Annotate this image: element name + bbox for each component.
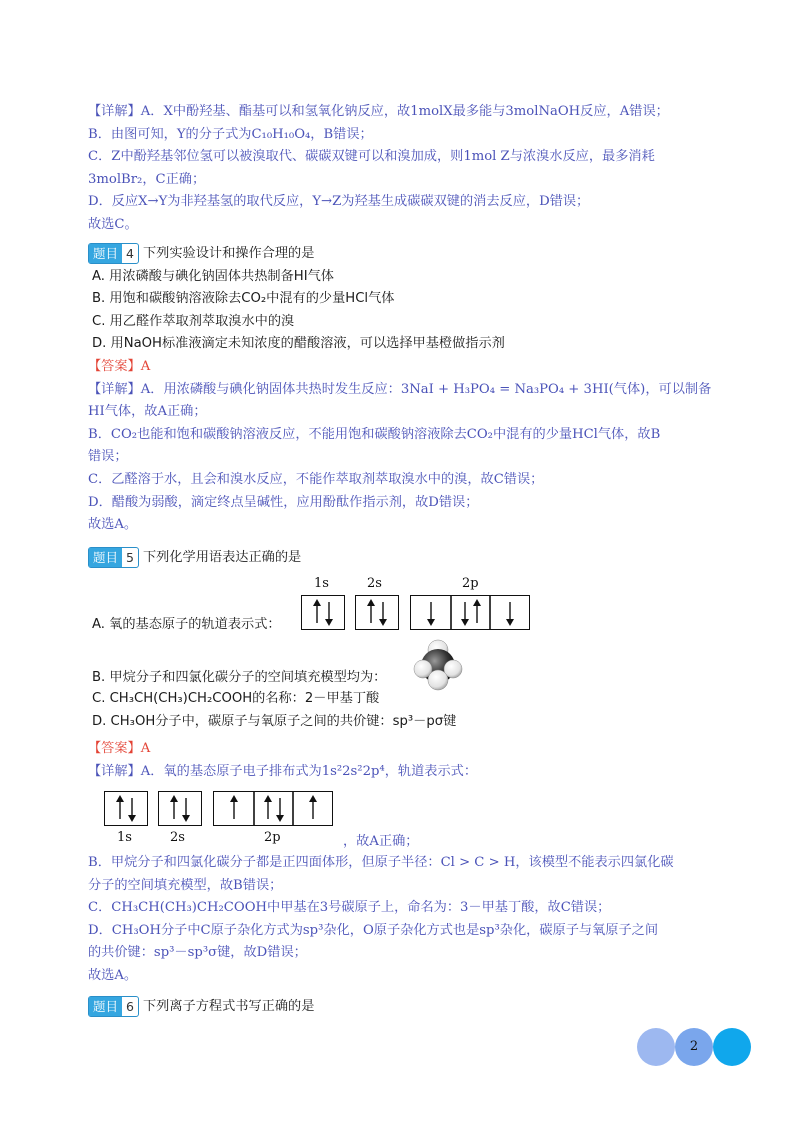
q5-answer: 【答案】A [88, 741, 151, 756]
q5-option-a: A. 氧的基态原子的轨道表示式： [92, 617, 281, 632]
q4-explanation-line-7: 故选A。 [88, 517, 138, 533]
q4-explanation-line-6: D．醋酸为弱酸，滴定终点呈碱性，应用酚酞作指示剂，故D错误； [88, 494, 479, 510]
q5-expl-orbital-label-1s: 1s [117, 830, 132, 845]
q6-badge-label: 题目 [89, 997, 122, 1016]
q5-stem: 下列化学用语表达正确的是 [142, 550, 302, 565]
q3-explanation-line-1: 【详解】A．X中酚羟基、酯基可以和氢氧化钠反应，故1molX最多能与3molNaOH反应，A错误； [88, 104, 669, 119]
q5-explanation-rest [88, 852, 728, 988]
q4-stem: 下列实验设计和操作合理的是 [142, 246, 315, 261]
updown-arrows-icon [356, 596, 398, 629]
page-number: 2 [689, 1039, 699, 1054]
q5-answer-block [88, 738, 728, 783]
q3-explanation-line-3: C．Z中酚羟基邻位氢可以被溴取代、碳碳双键可以和溴加成，则1mol Z与浓溴水反应，最多消耗 [88, 149, 655, 165]
q5-explanation-line-8: 故选A。 [88, 967, 138, 983]
q5-expl-orbital-box-1s [104, 791, 148, 826]
q5-orbital-label-1s: 1s [314, 576, 329, 591]
q6-stem: 下列离子方程式书写正确的是 [142, 999, 315, 1014]
q4-badge [88, 243, 139, 264]
q4-explanation-line-3: B．CO₂也能和饱和碳酸钠溶液反应，不能用饱和碳酸钠溶液除去CO₂中混有的少量HCl气体，故B [88, 426, 661, 442]
q4-option-b: B. 用饱和碳酸钠溶液除去CO₂中混有的少量HCl气体 [92, 291, 395, 307]
space-filling-model-icon [410, 637, 466, 693]
q5-orbital-label-2s: 2s [367, 576, 382, 591]
q4-explanation-line-2: HI气体，故A正确； [88, 404, 207, 420]
q6-badge-number: 6 [126, 999, 134, 1014]
2p-arrows-icon [214, 792, 332, 825]
q5-options-cd [92, 688, 732, 733]
q5-expl-orbital-label-2p: 2p [264, 830, 281, 845]
footer-circle-right [713, 1028, 751, 1066]
2p-arrows-icon [411, 596, 529, 629]
q4-explanation-line-4: 错误； [88, 449, 128, 465]
q5-badge [88, 547, 139, 568]
updown-arrows-icon [105, 792, 147, 825]
q5-explanation-line-5: C．CH₃CH(CH₃)CH₂COOH中甲基在3号碳原子上，命名为：3－甲基丁酸，故C错误； [88, 900, 611, 916]
q5-explanation-tail: ，故A正确； [343, 834, 419, 849]
q4-badge-number: 4 [126, 246, 134, 261]
q6-badge [88, 996, 139, 1017]
q5-expl-orbital-label-2s: 2s [170, 830, 185, 845]
q5-header [88, 547, 728, 570]
q4-answer: 【答案】A [88, 358, 151, 374]
updown-arrows-icon [159, 792, 201, 825]
q3-explanation-line-4: 3molBr₂，C正确； [88, 171, 206, 187]
q5-option-c: C. CH₃CH(CH₃)CH₂COOH的名称：2－甲基丁酸 [92, 691, 380, 706]
q5-orbital-label-2p: 2p [462, 576, 479, 591]
q4-badge-label: 题目 [89, 244, 122, 263]
q5-expl-orbital-box-2p [213, 791, 333, 826]
question-4 [88, 243, 728, 537]
q5-expl-orbital-box-2s [158, 791, 202, 826]
q3-explanation-line-6: 故选C。 [88, 216, 138, 232]
q4-header [88, 243, 728, 266]
q4-option-c: C. 用乙醛作萃取剂萃取溴水中的溴 [92, 313, 295, 329]
q5-orbital-box-2s [355, 595, 399, 630]
q5-orbital-box-2p [410, 595, 530, 630]
footer-circle-left [637, 1028, 675, 1066]
q5-explanation-line-7: 的共价键：sp³－sp³σ键，故D错误； [88, 945, 307, 961]
q3-explanation-line-2: B．由图可知，Y的分子式为C₁₀H₁₀O₄，B错误； [88, 126, 373, 142]
q5-explanation-line-6: D．CH₃OH分子中C原子杂化方式为sp³杂化，O原子杂化方式也是sp³杂化，碳原子与氧原子之间 [88, 922, 659, 938]
q5-badge-number: 5 [126, 550, 134, 565]
q3-explanation-line-5: D．反应X→Y为非羟基氢的取代反应，Y→Z为羟基生成碳碳双键的消去反应，D错误； [88, 194, 590, 210]
q5-explanation-line-4: 分子的空间填充模型，故B错误； [88, 877, 283, 893]
q5-option-d: D. CH₃OH分子中，碳原子与氧原子之间的共价键：sp³－pσ键 [92, 713, 457, 729]
q5-badge-label: 题目 [89, 548, 122, 567]
q5-option-b: B. 甲烷分子和四氯化碳分子的空间填充模型均为： [92, 670, 387, 685]
q5-explanation-line-3: B．甲烷分子和四氯化碳分子都是正四面体形，但原子半径：Cl > C > H，该模型不能表示四氯化碳 [88, 855, 674, 870]
q4-option-d: D. 用NaOH标准液滴定未知浓度的醋酸溶液，可以选择甲基橙做指示剂 [92, 336, 505, 352]
q3-explanation [88, 101, 728, 237]
q4-option-a: A. 用浓磷酸与碘化钠固体共热制备HI气体 [92, 268, 334, 284]
q4-explanation-line-5: C．乙醛溶于水，且会和溴水反应，不能作萃取剂萃取溴水中的溴，故C错误； [88, 471, 544, 487]
q5-orbital-box-1s [301, 595, 345, 630]
q4-explanation-line-1: 【详解】A．用浓磷酸与碘化钠固体共热时发生反应：3NaI + H₃PO₄ = Na₃PO₄ + 3HI(气体)，可以制备 [88, 381, 712, 397]
q5-explanation-line-1: 【详解】A．氧的基态原子电子排布式为1s²2s²2p⁴，轨道表示式： [88, 763, 478, 779]
q6-header [88, 996, 728, 1019]
updown-arrows-icon [302, 596, 344, 629]
